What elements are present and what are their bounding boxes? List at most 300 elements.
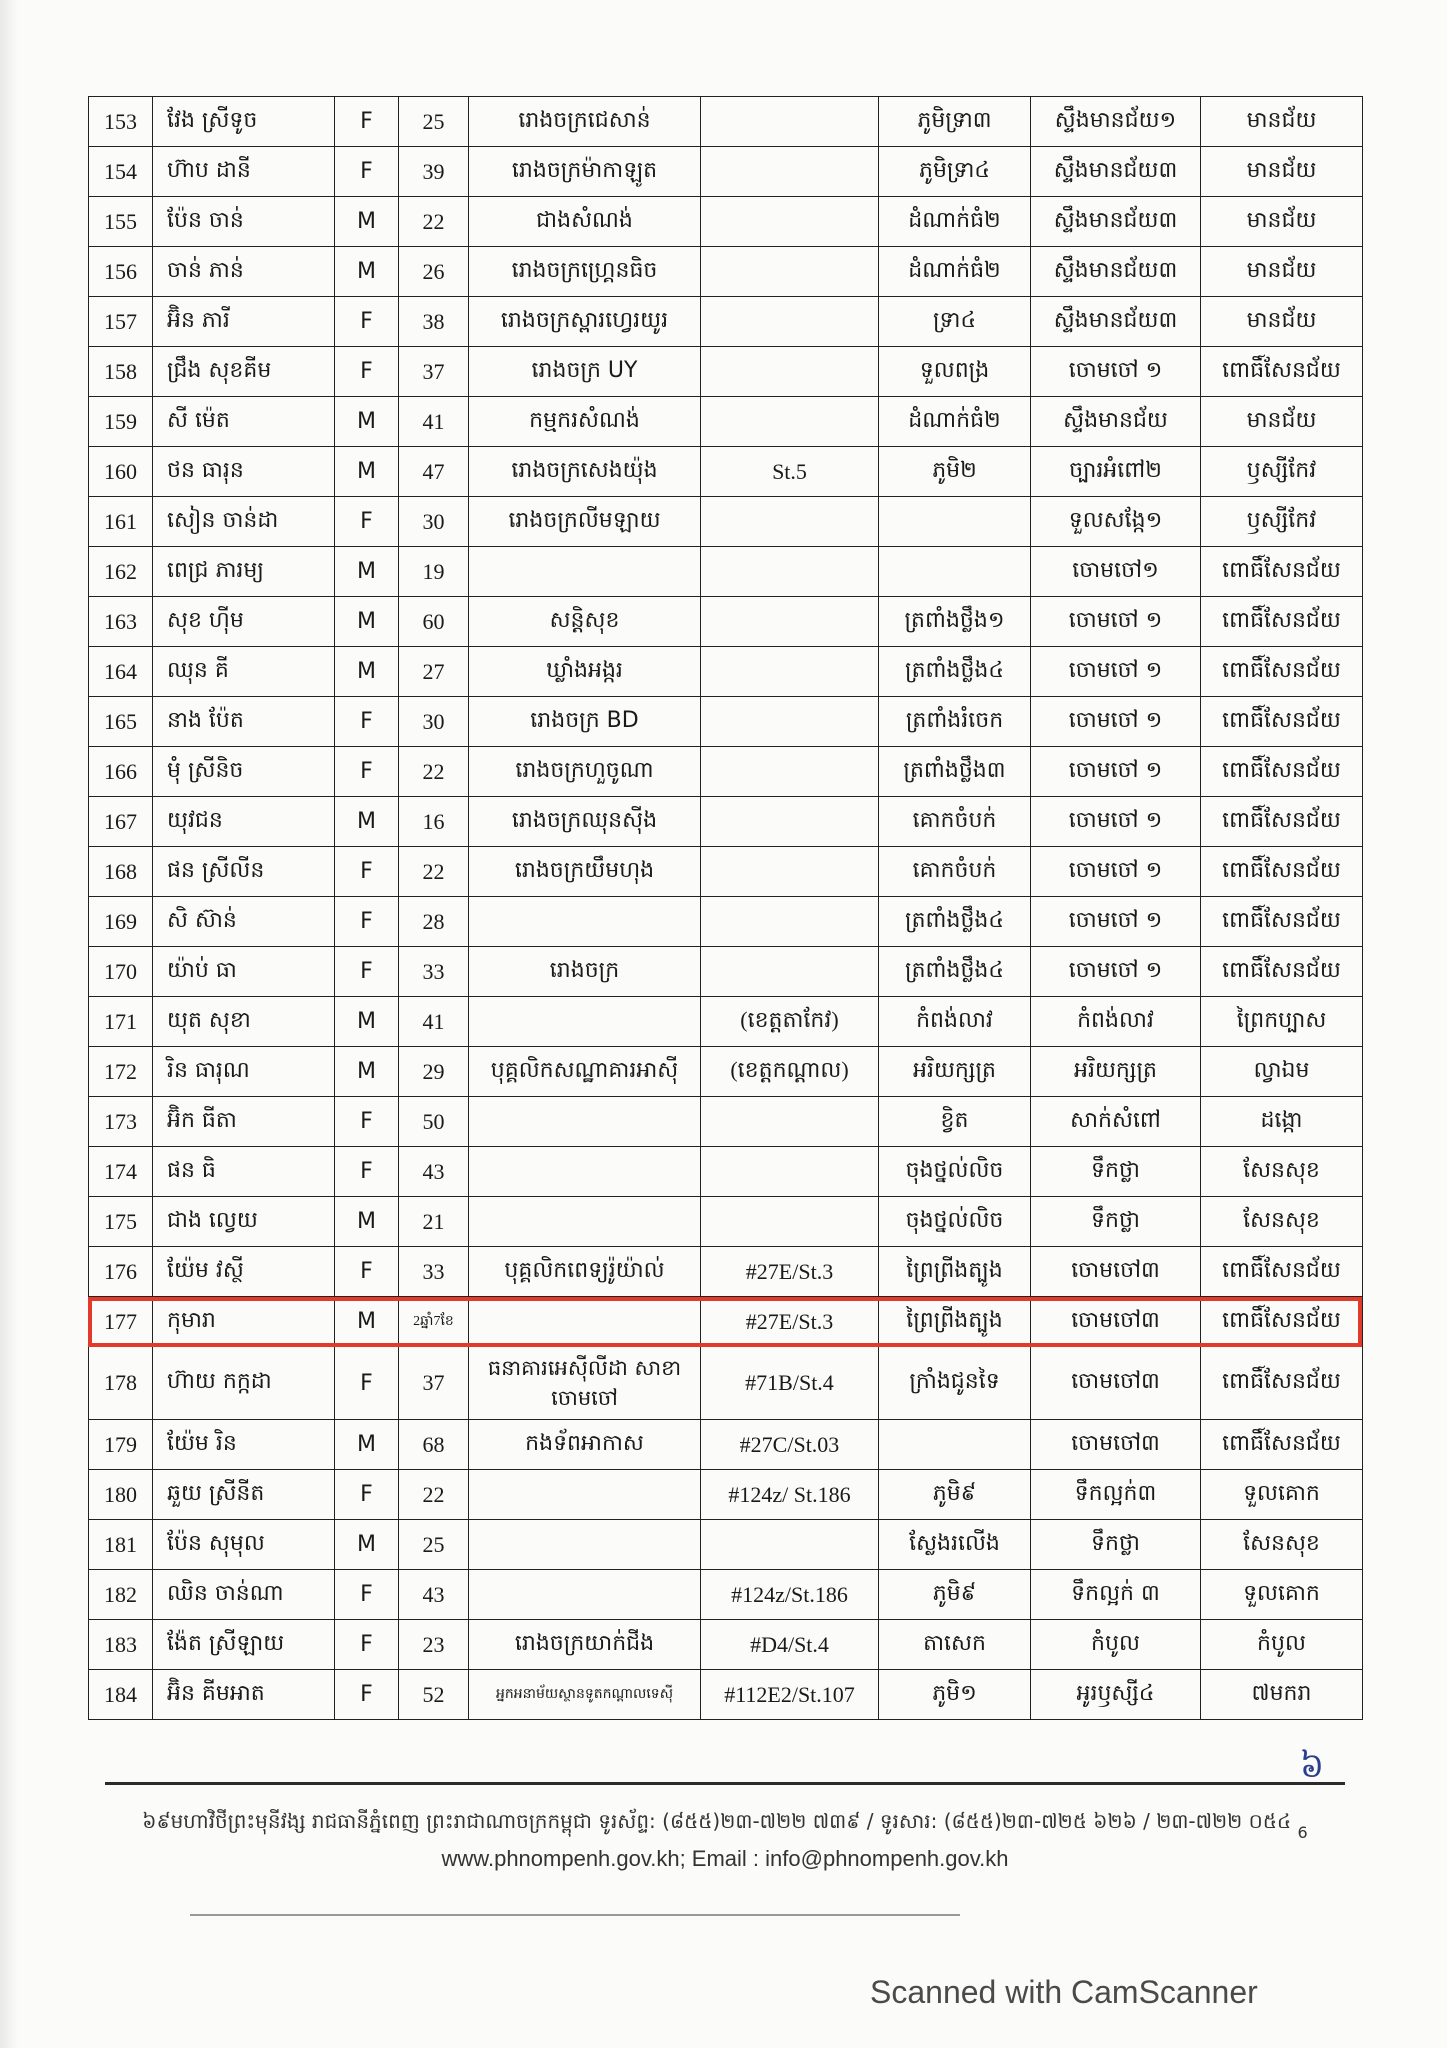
cell-address bbox=[701, 397, 879, 447]
cell-name: អ៊ិក ធីតា bbox=[153, 1097, 335, 1147]
cell-occupation bbox=[469, 997, 701, 1047]
cell-address: #27E/St.3 bbox=[701, 1297, 879, 1347]
cell-occupation: ធនាគារអេស៊ីលីដា សាខាចោមចៅ bbox=[469, 1347, 701, 1420]
cell-village bbox=[879, 497, 1031, 547]
cell-village: ដំណាក់ធំ២ bbox=[879, 197, 1031, 247]
table-row bbox=[89, 197, 1363, 247]
cell-village: ព្រៃព្រីងត្បូង bbox=[879, 1247, 1031, 1297]
cell-occupation bbox=[469, 1297, 701, 1347]
footer-address-text: ៦៩មហាវិថីព្រះមុនីវង្ស រាជធានីភ្នំពេញ ព្រះរាជាណាចក្រកម្ពុជា ទូរស័ព្ទ: (៨៥៥)២៣-៧២២ ៧៣៩ / ទូរសារ: (៨៥៥)២៣-៧២៥ ៦២៦ / ២៣-៧២២ ០៥៤ bbox=[142, 1809, 1292, 1833]
cell-occupation bbox=[469, 1570, 701, 1620]
cell-address bbox=[701, 497, 879, 547]
cell-age: 43 bbox=[399, 1570, 469, 1620]
footer-printed-page-number: 6 bbox=[1297, 1823, 1308, 1842]
cell-no: 183 bbox=[89, 1620, 153, 1670]
cell-occupation: រោងចក្រហ្គ្រេនធិច bbox=[469, 247, 701, 297]
cell-occupation bbox=[469, 897, 701, 947]
cell-name: រិន ធារុណ bbox=[153, 1047, 335, 1097]
table-row bbox=[89, 1470, 1363, 1520]
cell-name: ចាន់ ភាន់ bbox=[153, 247, 335, 297]
cell-address bbox=[701, 797, 879, 847]
cell-district: សែនសុខ bbox=[1201, 1520, 1363, 1570]
cell-occupation: រោងចក្រឈុនស៊ីង bbox=[469, 797, 701, 847]
cell-commune: ទឹកល្អក់ ៣ bbox=[1031, 1570, 1201, 1620]
cell-address bbox=[701, 97, 879, 147]
roster-body bbox=[89, 97, 1363, 1720]
cell-name: អ៊ិន ភារី bbox=[153, 297, 335, 347]
cell-name: ប៉ែន ចាន់ bbox=[153, 197, 335, 247]
cell-address: #27E/St.3 bbox=[701, 1247, 879, 1297]
cell-sex: M bbox=[335, 1297, 399, 1347]
cell-district: ពោធិ៍សែនជ័យ bbox=[1201, 1297, 1363, 1347]
cell-age: 16 bbox=[399, 797, 469, 847]
cell-no: 165 bbox=[89, 697, 153, 747]
cell-village: ភូមិ៩ bbox=[879, 1470, 1031, 1520]
cell-no: 158 bbox=[89, 347, 153, 397]
cell-district: ឫស្សីកែវ bbox=[1201, 497, 1363, 547]
cell-name: យ៉ាប់ ធា bbox=[153, 947, 335, 997]
cell-village: ដំណាក់ធំ២ bbox=[879, 397, 1031, 447]
cell-address: #124z/ St.186 bbox=[701, 1470, 879, 1520]
table-row bbox=[89, 997, 1363, 1047]
cell-age: 30 bbox=[399, 697, 469, 747]
table-row bbox=[89, 847, 1363, 897]
cell-occupation: រោងចក្រយាក់ជីង bbox=[469, 1620, 701, 1670]
cell-no: 163 bbox=[89, 597, 153, 647]
cell-commune: ចោមចៅ៣ bbox=[1031, 1297, 1201, 1347]
cell-no: 170 bbox=[89, 947, 153, 997]
cell-age: 28 bbox=[399, 897, 469, 947]
cell-village: ចុងថ្នល់លិច bbox=[879, 1197, 1031, 1247]
table-row bbox=[89, 1347, 1363, 1420]
cell-sex: F bbox=[335, 1570, 399, 1620]
cell-district: ពោធិ៍សែនជ័យ bbox=[1201, 947, 1363, 997]
cell-age: 68 bbox=[399, 1420, 469, 1470]
cell-name: សី ម៉េត bbox=[153, 397, 335, 447]
cell-village: ត្រពាំងថ្លឹង៤ bbox=[879, 897, 1031, 947]
cell-occupation: បុគ្គលិកសណ្ឋាគារអាស៊ី bbox=[469, 1047, 701, 1097]
cell-village: ស្លែងរលើង bbox=[879, 1520, 1031, 1570]
cell-commune: ចោមចៅ ១ bbox=[1031, 847, 1201, 897]
cell-commune: ច្បារអំពៅ២ bbox=[1031, 447, 1201, 497]
cell-no: 175 bbox=[89, 1197, 153, 1247]
table-row bbox=[89, 947, 1363, 997]
cell-age: 30 bbox=[399, 497, 469, 547]
cell-district: ពោធិ៍សែនជ័យ bbox=[1201, 897, 1363, 947]
cell-sex: F bbox=[335, 297, 399, 347]
cell-no: 173 bbox=[89, 1097, 153, 1147]
cell-village: ត្រពាំងថ្លឹង១ bbox=[879, 597, 1031, 647]
cell-district: ពោធិ៍សែនជ័យ bbox=[1201, 347, 1363, 397]
cell-sex: F bbox=[335, 847, 399, 897]
cell-district: មានជ័យ bbox=[1201, 197, 1363, 247]
cell-district: ដង្កោ bbox=[1201, 1097, 1363, 1147]
footer-underline bbox=[190, 1914, 960, 1916]
cell-no: 174 bbox=[89, 1147, 153, 1197]
cell-occupation: ឃ្លាំងអង្ករ bbox=[469, 647, 701, 697]
cell-address bbox=[701, 197, 879, 247]
cell-no: 168 bbox=[89, 847, 153, 897]
cell-village: ទ្រា៤ bbox=[879, 297, 1031, 347]
cell-village: ភូមិ១ bbox=[879, 1670, 1031, 1720]
cell-age: 22 bbox=[399, 1470, 469, 1520]
cell-village: តាសេក bbox=[879, 1620, 1031, 1670]
table-row bbox=[89, 247, 1363, 297]
cell-age: 27 bbox=[399, 647, 469, 697]
cell-address bbox=[701, 147, 879, 197]
cell-no: 179 bbox=[89, 1420, 153, 1470]
cell-name: យ៉ែម រិន bbox=[153, 1420, 335, 1470]
cell-occupation bbox=[469, 1147, 701, 1197]
cell-occupation: រោងចក្រជេសាន់ bbox=[469, 97, 701, 147]
cell-age: 52 bbox=[399, 1670, 469, 1720]
cell-name: យ៉ែម វស្ថី bbox=[153, 1247, 335, 1297]
cell-village: ត្រពាំងថ្លឹង៤ bbox=[879, 647, 1031, 697]
table-row bbox=[89, 897, 1363, 947]
cell-sex: F bbox=[335, 347, 399, 397]
cell-no: 176 bbox=[89, 1247, 153, 1297]
cell-name: ហ៊ាប ដានី bbox=[153, 147, 335, 197]
cell-occupation: រោងចក្រ UY bbox=[469, 347, 701, 397]
cell-no: 177 bbox=[89, 1297, 153, 1347]
cell-name: ង៉ែត ស្រីឡាយ bbox=[153, 1620, 335, 1670]
cell-commune: ស្ទឹងមានជ័យ៣ bbox=[1031, 197, 1201, 247]
cell-address bbox=[701, 897, 879, 947]
cell-sex: M bbox=[335, 797, 399, 847]
cell-village: អរិយក្សត្រ bbox=[879, 1047, 1031, 1097]
cell-district: មានជ័យ bbox=[1201, 97, 1363, 147]
cell-no: 155 bbox=[89, 197, 153, 247]
cell-occupation: រោងចក្រសេងយ៉ុង bbox=[469, 447, 701, 497]
table-row bbox=[89, 1197, 1363, 1247]
cell-address bbox=[701, 847, 879, 897]
cell-district: ពោធិ៍សែនជ័យ bbox=[1201, 1347, 1363, 1420]
cell-district: ពោធិ៍សែនជ័យ bbox=[1201, 1247, 1363, 1297]
table-row bbox=[89, 147, 1363, 197]
cell-village: ភូមិ៩ bbox=[879, 1570, 1031, 1620]
scan-edge-left bbox=[0, 0, 18, 2048]
cell-sex: M bbox=[335, 447, 399, 497]
cell-address bbox=[701, 347, 879, 397]
cell-age: 41 bbox=[399, 397, 469, 447]
cell-village: ត្រពាំងរំចេក bbox=[879, 697, 1031, 747]
cell-occupation: កម្មករសំណង់ bbox=[469, 397, 701, 447]
cell-age: 22 bbox=[399, 747, 469, 797]
cell-name: ពេជ្រ ភារម្យ bbox=[153, 547, 335, 597]
cell-commune: ចោមចៅ ១ bbox=[1031, 747, 1201, 797]
cell-no: 154 bbox=[89, 147, 153, 197]
cell-address: #71B/St.4 bbox=[701, 1347, 879, 1420]
table-row bbox=[89, 1570, 1363, 1620]
cell-age: 21 bbox=[399, 1197, 469, 1247]
cell-name: ឆួយ ស្រីនីត bbox=[153, 1470, 335, 1520]
cell-name: ហ៊ាយ កក្កដា bbox=[153, 1347, 335, 1420]
cell-commune: កំបូល bbox=[1031, 1620, 1201, 1670]
cell-village: គោកចំបក់ bbox=[879, 797, 1031, 847]
cell-commune: ទឹកល្អក់៣ bbox=[1031, 1470, 1201, 1520]
table-row bbox=[89, 97, 1363, 147]
cell-commune: ចោមចៅ ១ bbox=[1031, 797, 1201, 847]
cell-district: សែនសុខ bbox=[1201, 1147, 1363, 1197]
cell-commune: សាក់សំពៅ bbox=[1031, 1097, 1201, 1147]
cell-village: ភូមិ២ bbox=[879, 447, 1031, 497]
cell-sex: F bbox=[335, 1247, 399, 1297]
cell-village bbox=[879, 547, 1031, 597]
cell-occupation bbox=[469, 1097, 701, 1147]
cell-age: 33 bbox=[399, 947, 469, 997]
table-row bbox=[89, 1297, 1363, 1347]
cell-age: 37 bbox=[399, 347, 469, 397]
cell-no: 160 bbox=[89, 447, 153, 497]
cell-name: ផន ស្រីលីន bbox=[153, 847, 335, 897]
cell-district: ពោធិ៍សែនជ័យ bbox=[1201, 647, 1363, 697]
cell-no: 171 bbox=[89, 997, 153, 1047]
cell-sex: F bbox=[335, 697, 399, 747]
cell-district: មានជ័យ bbox=[1201, 397, 1363, 447]
cell-no: 178 bbox=[89, 1347, 153, 1420]
cell-address bbox=[701, 697, 879, 747]
cell-village: ភូមិទ្រា៤ bbox=[879, 147, 1031, 197]
cell-commune: ចោមចៅ ១ bbox=[1031, 597, 1201, 647]
cell-address bbox=[701, 247, 879, 297]
cell-name: ជាង ល្វេយ bbox=[153, 1197, 335, 1247]
cell-village bbox=[879, 1420, 1031, 1470]
cell-name: សៀន ចាន់ដា bbox=[153, 497, 335, 547]
cell-age: 23 bbox=[399, 1620, 469, 1670]
cell-address bbox=[701, 1097, 879, 1147]
cell-age: 25 bbox=[399, 97, 469, 147]
table-row bbox=[89, 647, 1363, 697]
cell-district: ពោធិ៍សែនជ័យ bbox=[1201, 597, 1363, 647]
cell-sex: F bbox=[335, 147, 399, 197]
cell-occupation: រោងចក្រម៉ាកាឡូត bbox=[469, 147, 701, 197]
table-row bbox=[89, 1520, 1363, 1570]
cell-commune: កំពង់លាវ bbox=[1031, 997, 1201, 1047]
cell-district: មានជ័យ bbox=[1201, 147, 1363, 197]
cell-name: កុមារា bbox=[153, 1297, 335, 1347]
cell-occupation bbox=[469, 1470, 701, 1520]
cell-age: 29 bbox=[399, 1047, 469, 1097]
cell-district: ពោធិ៍សែនជ័យ bbox=[1201, 697, 1363, 747]
cell-sex: M bbox=[335, 397, 399, 447]
table-row bbox=[89, 697, 1363, 747]
cell-name: ជ្រឹង សុខគីម bbox=[153, 347, 335, 397]
cell-sex: M bbox=[335, 997, 399, 1047]
cell-district: ពោធិ៍សែនជ័យ bbox=[1201, 797, 1363, 847]
cell-address: #D4/St.4 bbox=[701, 1620, 879, 1670]
cell-no: 159 bbox=[89, 397, 153, 447]
cell-sex: M bbox=[335, 547, 399, 597]
cell-address bbox=[701, 297, 879, 347]
table-row bbox=[89, 1420, 1363, 1470]
cell-sex: M bbox=[335, 247, 399, 297]
cell-name: សិ ស៊ាន់ bbox=[153, 897, 335, 947]
cell-occupation: រោងចក្រលីមឡាយ bbox=[469, 497, 701, 547]
cell-occupation bbox=[469, 1520, 701, 1570]
cell-village: ទួលពង្រ bbox=[879, 347, 1031, 397]
cell-district: ពោធិ៍សែនជ័យ bbox=[1201, 747, 1363, 797]
cell-age: 33 bbox=[399, 1247, 469, 1297]
cell-age: 41 bbox=[399, 997, 469, 1047]
cell-sex: M bbox=[335, 1520, 399, 1570]
cell-name: មុំ ស្រីនិច bbox=[153, 747, 335, 797]
cell-occupation: សន្តិសុខ bbox=[469, 597, 701, 647]
table-row bbox=[89, 1670, 1363, 1720]
cell-no: 162 bbox=[89, 547, 153, 597]
cell-no: 161 bbox=[89, 497, 153, 547]
cell-sex: F bbox=[335, 1147, 399, 1197]
cell-no: 167 bbox=[89, 797, 153, 847]
cell-village: កំពង់លាវ bbox=[879, 997, 1031, 1047]
cell-no: 153 bbox=[89, 97, 153, 147]
cell-sex: F bbox=[335, 1347, 399, 1420]
cell-address: (ខេត្តកណ្តាល) bbox=[701, 1047, 879, 1097]
cell-district: ទួលគោក bbox=[1201, 1570, 1363, 1620]
cell-district: ល្វាឯម bbox=[1201, 1047, 1363, 1097]
cell-no: 181 bbox=[89, 1520, 153, 1570]
cell-age: 50 bbox=[399, 1097, 469, 1147]
cell-sex: M bbox=[335, 197, 399, 247]
cell-occupation: ជាងសំណង់ bbox=[469, 197, 701, 247]
cell-district: ពោធិ៍សែនជ័យ bbox=[1201, 547, 1363, 597]
cell-address: #27C/St.03 bbox=[701, 1420, 879, 1470]
table-row bbox=[89, 1620, 1363, 1670]
cell-age: 37 bbox=[399, 1347, 469, 1420]
table-row bbox=[89, 397, 1363, 447]
cell-commune: ចោមចៅ ១ bbox=[1031, 697, 1201, 747]
cell-occupation: បុគ្គលិកពេទ្យរ៉ូយ៉ាល់ bbox=[469, 1247, 701, 1297]
cell-sex: F bbox=[335, 497, 399, 547]
cell-district: ពោធិ៍សែនជ័យ bbox=[1201, 1420, 1363, 1470]
table-row bbox=[89, 1247, 1363, 1297]
cell-sex: M bbox=[335, 597, 399, 647]
cell-district: ពោធិ៍សែនជ័យ bbox=[1201, 847, 1363, 897]
footer-divider bbox=[105, 1782, 1345, 1785]
cell-occupation: រោងចក្រយឹមហុង bbox=[469, 847, 701, 897]
handwritten-page-number: ៦ bbox=[1300, 1746, 1325, 1786]
cell-sex: F bbox=[335, 947, 399, 997]
cell-name: ប៉ែន សុមុល bbox=[153, 1520, 335, 1570]
cell-district: ឫស្សីកែវ bbox=[1201, 447, 1363, 497]
table-row bbox=[89, 497, 1363, 547]
cell-commune: ទួលសង្កែ១ bbox=[1031, 497, 1201, 547]
table-row bbox=[89, 447, 1363, 497]
table-row bbox=[89, 747, 1363, 797]
table-row bbox=[89, 1147, 1363, 1197]
cell-no: 164 bbox=[89, 647, 153, 697]
cell-address bbox=[701, 647, 879, 697]
cell-address bbox=[701, 947, 879, 997]
cell-age: 22 bbox=[399, 197, 469, 247]
cell-age: 26 bbox=[399, 247, 469, 297]
cell-occupation: រោងចក្រ BD bbox=[469, 697, 701, 747]
cell-commune: ទឹកថ្លា bbox=[1031, 1520, 1201, 1570]
cell-age: 19 bbox=[399, 547, 469, 597]
cell-address: #112E2/St.107 bbox=[701, 1670, 879, 1720]
cell-occupation bbox=[469, 1197, 701, 1247]
cell-age: 47 bbox=[399, 447, 469, 497]
table-row bbox=[89, 1097, 1363, 1147]
cell-village: ក្រាំងជូនទៃ bbox=[879, 1347, 1031, 1420]
table-row bbox=[89, 797, 1363, 847]
cell-commune: ចោមចៅ ១ bbox=[1031, 347, 1201, 397]
cell-age: 22 bbox=[399, 847, 469, 897]
cell-name: នាង ប៉ែត bbox=[153, 697, 335, 747]
cell-sex: M bbox=[335, 647, 399, 697]
cell-district: កំបូល bbox=[1201, 1620, 1363, 1670]
cell-commune: ចោមចៅ៣ bbox=[1031, 1247, 1201, 1297]
camscanner-watermark: Scanned with CamScanner bbox=[870, 1974, 1258, 2010]
cell-commune: ទឹកថ្លា bbox=[1031, 1197, 1201, 1247]
cell-occupation bbox=[469, 547, 701, 597]
cell-occupation: អ្នកអនាម័យស្ថានទូតកណ្តាលទេសុី bbox=[469, 1670, 701, 1720]
cell-sex: F bbox=[335, 1097, 399, 1147]
cell-occupation: រោងចក្រ bbox=[469, 947, 701, 997]
cell-name: ឈិន ចាន់ណា bbox=[153, 1570, 335, 1620]
cell-commune: ស្ទឹងមានជ័យ៣ bbox=[1031, 247, 1201, 297]
cell-name: យុត សុខា bbox=[153, 997, 335, 1047]
cell-age: 25 bbox=[399, 1520, 469, 1570]
cell-name: ថន ធារុន bbox=[153, 447, 335, 497]
table-row bbox=[89, 297, 1363, 347]
cell-district: ៧មករា bbox=[1201, 1670, 1363, 1720]
cell-occupation: រោងចក្រហួចូណា bbox=[469, 747, 701, 797]
cell-village: ត្រពាំងថ្លឹង៣ bbox=[879, 747, 1031, 797]
cell-sex: M bbox=[335, 1047, 399, 1097]
cell-village: ខ្វិត bbox=[879, 1097, 1031, 1147]
table-row bbox=[89, 547, 1363, 597]
cell-village: គោកចំបក់ bbox=[879, 847, 1031, 897]
cell-name: ផន ធិ bbox=[153, 1147, 335, 1197]
cell-age: 60 bbox=[399, 597, 469, 647]
cell-sex: F bbox=[335, 747, 399, 797]
cell-name: ឈុន គី bbox=[153, 647, 335, 697]
cell-age: 38 bbox=[399, 297, 469, 347]
footer-web-email: www.phnompenh.gov.kh; Email : info@phnompenh.gov.kh bbox=[441, 1846, 1009, 1871]
cell-no: 157 bbox=[89, 297, 153, 347]
cell-address bbox=[701, 747, 879, 797]
cell-no: 184 bbox=[89, 1670, 153, 1720]
cell-name: សុខ ហ៊ីម bbox=[153, 597, 335, 647]
cell-name: អ៊ិន គីមអាត bbox=[153, 1670, 335, 1720]
cell-district: សែនសុខ bbox=[1201, 1197, 1363, 1247]
cell-commune: ចោមចៅ៣ bbox=[1031, 1420, 1201, 1470]
cell-commune: អរិយក្សត្រ bbox=[1031, 1047, 1201, 1097]
cell-village: ចុងថ្នល់លិច bbox=[879, 1147, 1031, 1197]
cell-sex: M bbox=[335, 1420, 399, 1470]
cell-village: ភូមិទ្រា៣ bbox=[879, 97, 1031, 147]
table-row bbox=[89, 1047, 1363, 1097]
cell-district: ទួលគោក bbox=[1201, 1470, 1363, 1520]
cell-address: (ខេត្តតាកែវ) bbox=[701, 997, 879, 1047]
cell-address bbox=[701, 597, 879, 647]
cell-district: ព្រៃកប្បាស bbox=[1201, 997, 1363, 1047]
cell-age: 43 bbox=[399, 1147, 469, 1197]
cell-sex: F bbox=[335, 1620, 399, 1670]
cell-no: 156 bbox=[89, 247, 153, 297]
cell-commune: អូរឫស្សី៤ bbox=[1031, 1670, 1201, 1720]
cell-commune: ចោមចៅ ១ bbox=[1031, 897, 1201, 947]
cell-name: យុវជន bbox=[153, 797, 335, 847]
cell-sex: F bbox=[335, 1470, 399, 1520]
cell-village: ព្រៃព្រីងត្បូង bbox=[879, 1297, 1031, 1347]
cell-age: 2ឆ្នាំ7ខែ bbox=[399, 1297, 469, 1347]
cell-village: ត្រពាំងថ្លឹង៤ bbox=[879, 947, 1031, 997]
cell-address bbox=[701, 1147, 879, 1197]
patient-roster-table bbox=[88, 96, 1363, 1720]
cell-district: មានជ័យ bbox=[1201, 297, 1363, 347]
cell-commune: ចោមចៅ ១ bbox=[1031, 947, 1201, 997]
